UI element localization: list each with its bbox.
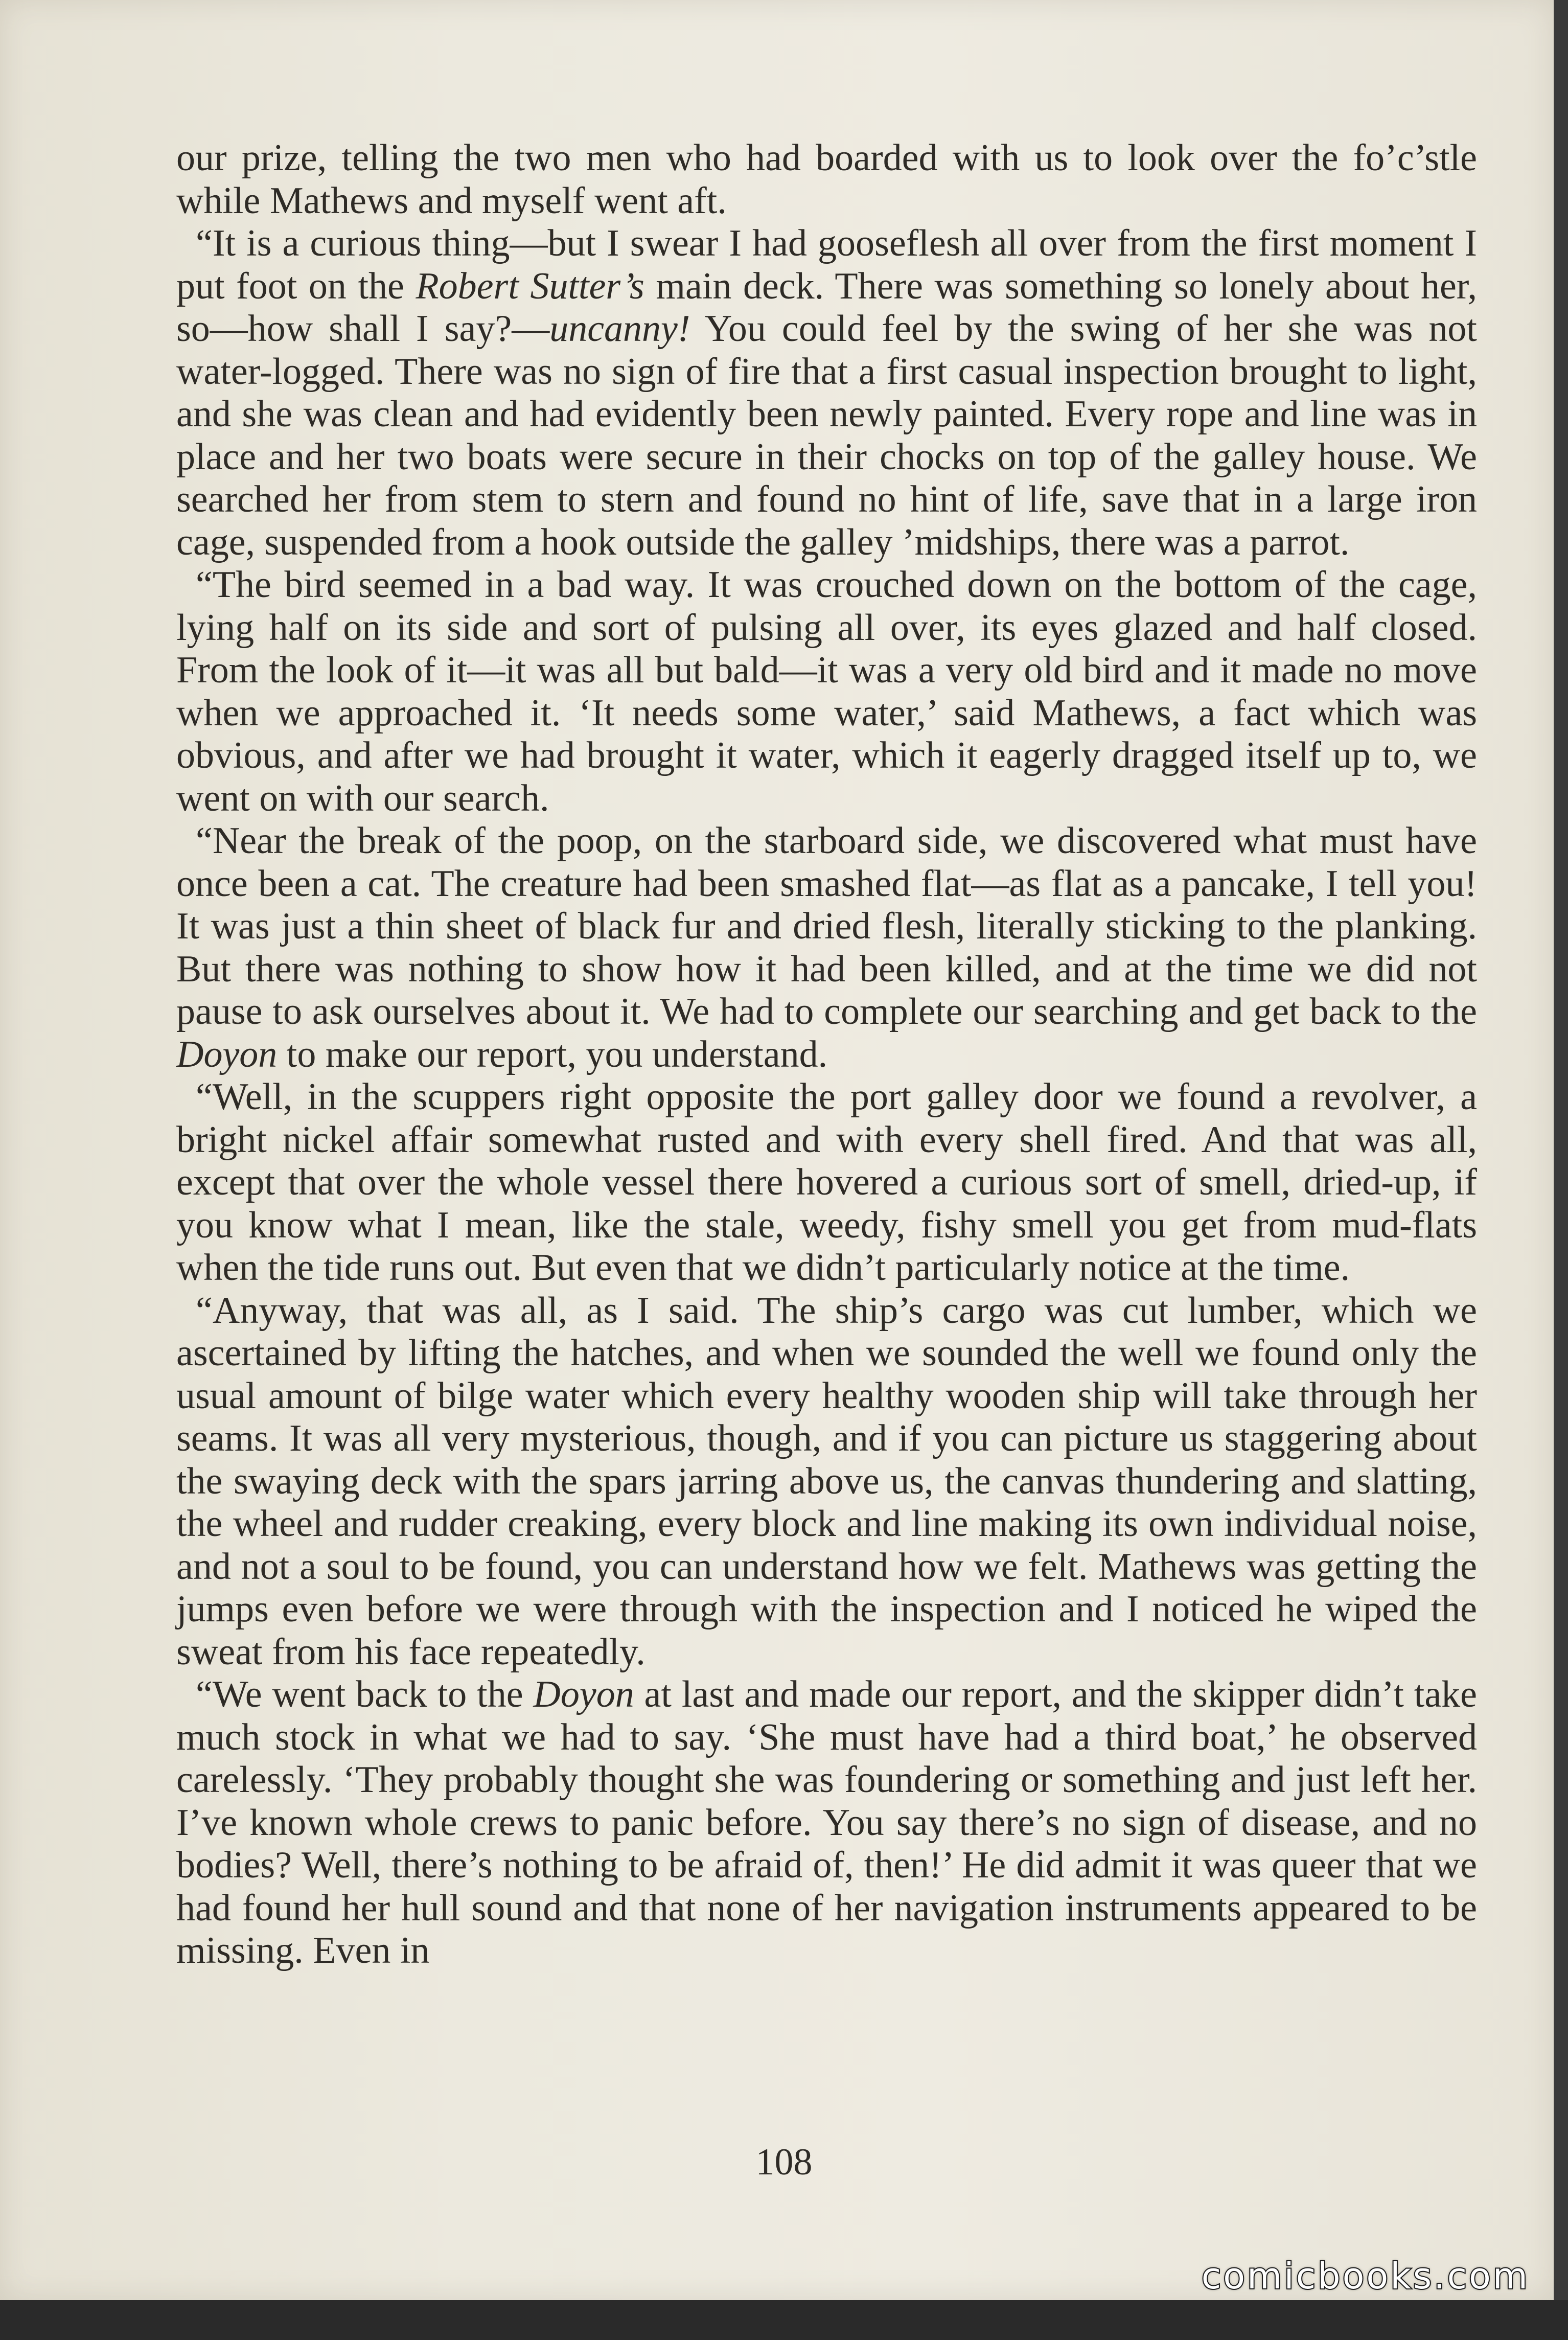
- paragraph: [176, 1290, 1477, 1674]
- text-run: “Well, in the scuppers right opposite the port galley door we found a revolver, a bright nickel affair somewhat rusted and with every shell fired. And that was all, except that over the whole vessel there hovered a curious sort of smell, dried-up, if you know what I mean, like the stale, weedy, fishy smell you get from mud-flats when the tide runs out. But even that we didn’t particularly notice at the time.: [176, 1076, 1477, 1289]
- text-run: “We went back to the: [196, 1673, 534, 1715]
- paragraph: [176, 222, 1477, 564]
- watermark-logo: comicbooks.com: [1201, 2255, 1530, 2297]
- scan-bottom-band: [0, 2300, 1568, 2340]
- italic-text: Doyon: [533, 1673, 634, 1715]
- text-run: “It is a curious thing—but I swear I had gooseflesh all over from the first moment I put foot on the: [176, 222, 1477, 307]
- italic-text: Doyon: [176, 1033, 278, 1075]
- paragraph: [176, 820, 1477, 1076]
- body-text: [176, 137, 1477, 1972]
- italic-text: Robert Sutter’s: [416, 265, 644, 307]
- text-run: “Near the break of the poop, on the starboard side, we discovered what must have once been a cat. The creature had been smashed flat—as flat as a pancake, I tell you! It was just a thin sheet of black fur and dried flesh, literally sticking to the planking. But there was nothing to show how it had been killed, and at the time we did not pause to ask ourselves about it. We had to complete our searching and get back to the: [176, 820, 1477, 1033]
- text-run: “The bird seemed in a bad way. It was crouched down on the bottom of the cage, lying half on its side and sort of pulsing all over, its eyes glazed and half closed. From the look of it—it was all but bald—it was a very old bird and it made no move when we approached it. ‘It needs some water,’ said Mathews, a fact which was obvious, and after we had brought it water, which it eagerly dragged itself up to, we went on with our search.: [176, 564, 1477, 819]
- text-run: at last and made our report, and the skipper didn’t take much stock in what we had to say. ‘She must have had a third boat,’ he observed carelessly. ‘They probably thought she was foundering or something and just left her. I’ve known whole crews to panic before. You say there’s no sign of disease, and no bodies? Well, there’s nothing to be afraid of, then!’ He did admit it was queer that we had found her hull sound and that none of her navigation instruments appeared to be missing. Even in: [176, 1673, 1478, 1971]
- paragraph: [176, 564, 1477, 820]
- text-run: main deck. There was something so lonely about her, so—how shall I say?—: [176, 265, 1477, 350]
- text-run: You could feel by the swing of her she was not water-logged. There was no sign of fire that a first casual inspection brought to light, and she was clean and had evidently been newly painted. Every rope and line was in place and her two boats were secure in their chocks on top of the galley house. We searched her from stem to stern and found no hint of life, save that in a large iron cage, suspended from a hook outside the galley ’midships, there was a parrot.: [176, 308, 1477, 563]
- italic-text: uncanny!: [549, 308, 690, 350]
- page-number: 108: [755, 2141, 813, 2183]
- paragraph: [176, 1673, 1477, 1972]
- text-run: “Anyway, that was all, as I said. The ship’s cargo was cut lumber, which we ascertained by lifting the hatches, and when we sounded the well we found only the usual amount of bilge water which every healthy wooden ship will take through her seams. It was all very mysterious, though, and if you can picture us staggering about the swaying deck with the spars jarring above us, the canvas thundering and slatting, the wheel and rudder creaking, every block and line making its own individual noise, and not a soul to be found, you can understand how we felt. Mathews was getting the jumps even before we were through with the inspection and I noticed he wiped the sweat from his face repeatedly.: [176, 1289, 1477, 1673]
- text-run: to make our report, you understand.: [277, 1033, 828, 1075]
- scan-edge: [1554, 0, 1568, 2340]
- paragraph: [176, 1076, 1477, 1290]
- text-run: our prize, telling the two men who had boarded with us to look over the fo’c’stle while Mathews and myself went aft.: [176, 137, 1477, 222]
- paragraph: [176, 137, 1477, 222]
